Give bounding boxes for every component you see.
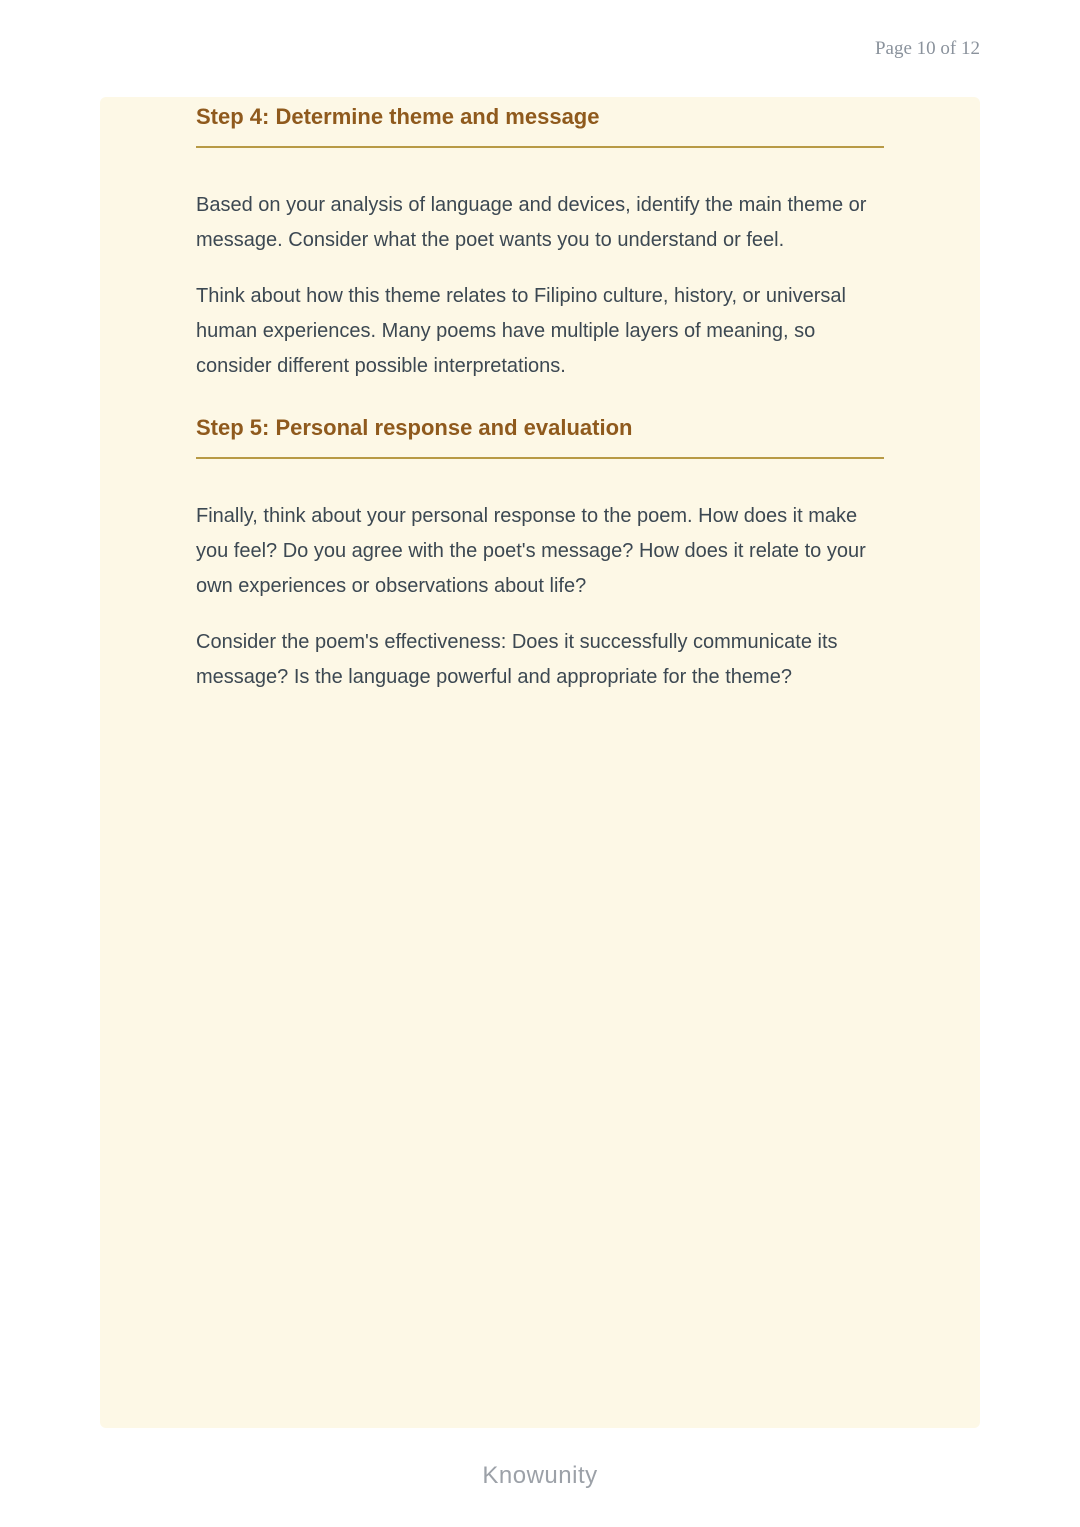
section-heading-step-4: Step 4: Determine theme and message [196,103,884,148]
section-paragraph: Finally, think about your personal response to the poem. How does it make you feel? Do you agree with the poet's message? How does it relate to your own experiences or observations about life? [196,505,866,597]
section-paragraph: Consider the poem's effectiveness: Does it successfully communicate its message? Is the language powerful and appropriate for the theme? [196,631,838,688]
section-paragraph: Think about how this theme relates to Filipino culture, history, or universal human experiences. Many poems have multiple layers of meaning, so consider different possible interpretations. [196,285,846,377]
section-heading-step-5: Step 5: Personal response and evaluation [196,414,884,459]
section-paragraph: Based on your analysis of language and devices, identify the main theme or message. Consider what the poet wants you to understand or feel. [196,194,867,251]
section-step-4 [196,103,884,384]
section-step-5 [196,414,884,695]
document-content-card [100,97,980,1428]
page-number-indicator: Page 10 of 12 [874,38,980,59]
footer-brand-watermark: Knowunity [482,1462,598,1489]
